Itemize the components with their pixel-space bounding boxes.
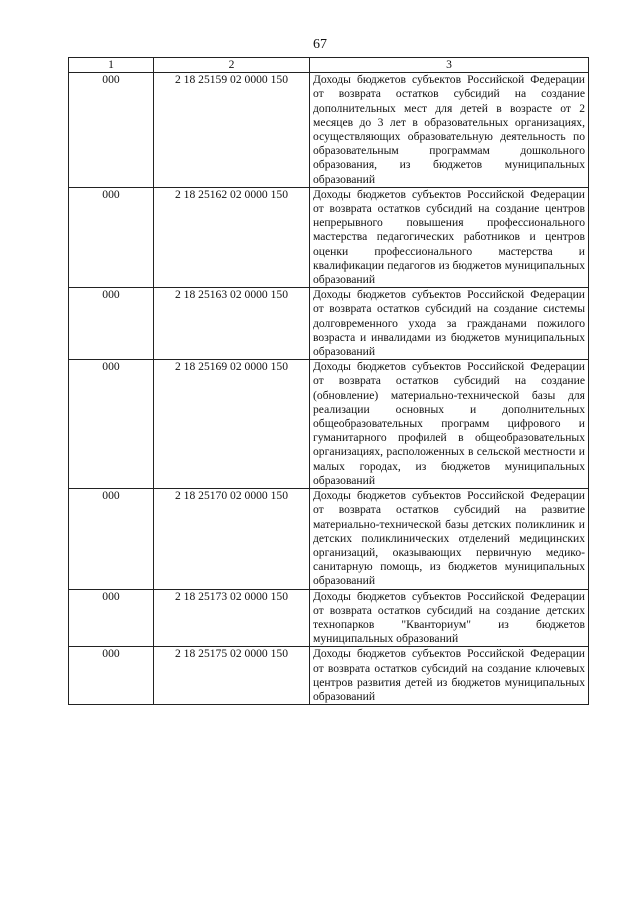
budget-classification-table — [68, 57, 589, 705]
classification-code-cell: 2 18 25163 02 0000 150 — [154, 288, 310, 360]
classification-code-cell: 2 18 25173 02 0000 150 — [154, 589, 310, 647]
description-cell: Доходы бюджетов субъектов Российской Федерации от возврата остатков субсидий на создание (обновление) материально-технической базы для реализации основных и дополнительных общеобразовательных программ цифрового и гуманитарного профилей в общеобразовательных организациях, расположенных в сельской местности и малых городах, из бюджетов муниципальных образований — [310, 360, 589, 489]
admin-code-cell: 000 — [69, 73, 154, 188]
table-row — [69, 187, 589, 287]
column-header-1: 1 — [69, 58, 154, 73]
table-row — [69, 73, 589, 188]
classification-code-cell: 2 18 25169 02 0000 150 — [154, 360, 310, 489]
column-header-3: 3 — [310, 58, 589, 73]
admin-code-cell: 000 — [69, 589, 154, 647]
description-cell: Доходы бюджетов субъектов Российской Федерации от возврата остатков субсидий на создание центров непрерывного повышения профессионального мастерства педагогических работников и центров оценки профессионального мастерства и квалификации педагогов из бюджетов муниципальных образований — [310, 187, 589, 287]
classification-code-cell: 2 18 25162 02 0000 150 — [154, 187, 310, 287]
admin-code-cell: 000 — [69, 187, 154, 287]
admin-code-cell: 000 — [69, 647, 154, 705]
admin-code-cell: 000 — [69, 288, 154, 360]
description-cell: Доходы бюджетов субъектов Российской Федерации от возврата остатков субсидий на создание ключевых центров развития детей из бюджетов муниципальных образований — [310, 647, 589, 705]
description-cell: Доходы бюджетов субъектов Российской Федерации от возврата остатков субсидий на создание системы долговременного ухода за гражданами пожилого возраста и инвалидами из бюджетов муниципальных образований — [310, 288, 589, 360]
classification-code-cell: 2 18 25170 02 0000 150 — [154, 489, 310, 589]
table-row — [69, 489, 589, 589]
classification-code-cell: 2 18 25175 02 0000 150 — [154, 647, 310, 705]
admin-code-cell: 000 — [69, 489, 154, 589]
table-header-row — [69, 58, 589, 73]
description-cell: Доходы бюджетов субъектов Российской Федерации от возврата остатков субсидий на создание дополнительных мест для детей в возрасте от 2 месяцев до 3 лет в образовательных организациях, осуществляющих образовательную деятельность по образовательным программам дошкольного образования, из бюджетов муниципальных образований — [310, 73, 589, 188]
page-number: 67 — [313, 37, 327, 52]
column-header-2: 2 — [154, 58, 310, 73]
table-row — [69, 288, 589, 360]
description-cell: Доходы бюджетов субъектов Российской Федерации от возврата остатков субсидий на создание детских технопарков "Кванториум" из бюджетов муниципальных образований — [310, 589, 589, 647]
admin-code-cell: 000 — [69, 360, 154, 489]
description-cell: Доходы бюджетов субъектов Российской Федерации от возврата остатков субсидий на развитие материально-технической базы детских поликлиник и детских поликлинических отделений медицинских организаций, оказывающих первичную медико-санитарную помощь, из бюджетов муниципальных образований — [310, 489, 589, 589]
table-row — [69, 647, 589, 705]
table-row — [69, 360, 589, 489]
table-row — [69, 589, 589, 647]
classification-code-cell: 2 18 25159 02 0000 150 — [154, 73, 310, 188]
